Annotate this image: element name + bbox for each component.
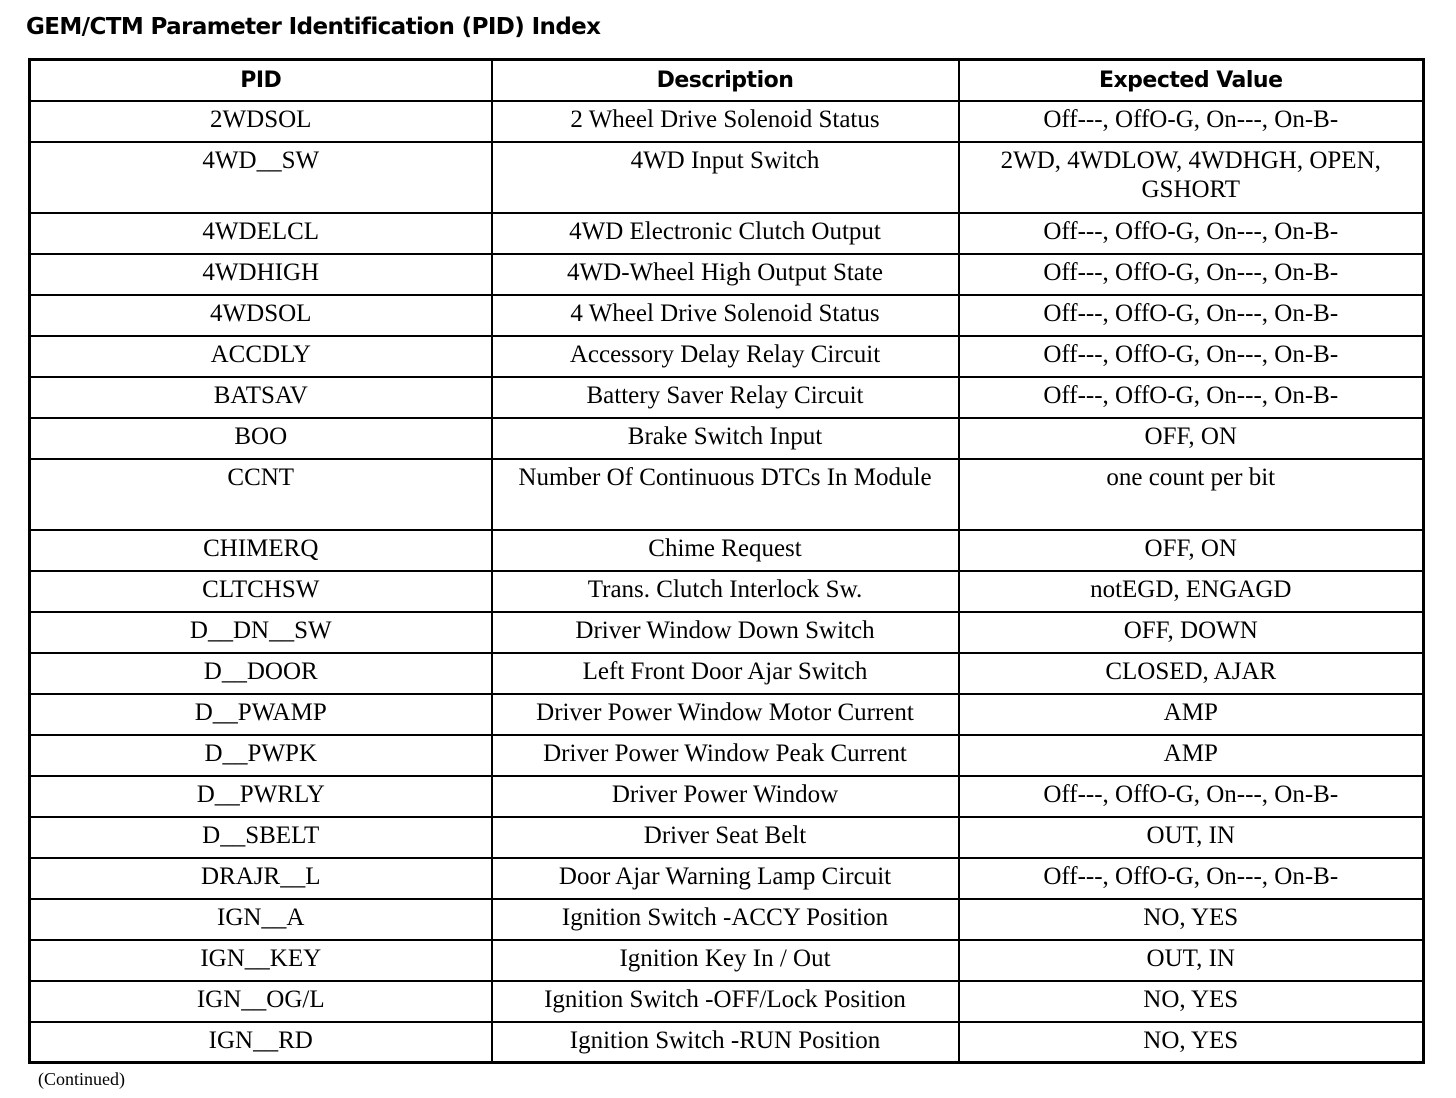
table-row [30,142,1424,213]
expected-value-cell: NO, YES [959,981,1424,1022]
expected-value-cell: Off---, OffO-G, On---, On-B- [959,336,1424,377]
pid-cell: BATSAV [30,377,492,418]
expected-value-cell: notEGD, ENGAGD [959,571,1424,612]
table-row [30,295,1424,336]
expected-value-cell: Off---, OffO-G, On---, On-B- [959,295,1424,336]
pid-cell: DRAJR__L [30,858,492,899]
table-row [30,571,1424,612]
table-row [30,377,1424,418]
description-cell: Driver Window Down Switch [492,612,959,653]
pid-cell: CCNT [30,459,492,530]
pid-cell: CLTCHSW [30,571,492,612]
expected-value-cell: NO, YES [959,1022,1424,1063]
description-cell: Driver Power Window [492,776,959,817]
table-row [30,653,1424,694]
pid-cell: BOO [30,418,492,459]
expected-value-cell: Off---, OffO-G, On---, On-B- [959,858,1424,899]
expected-value-cell: 2WD, 4WDLOW, 4WDHGH, OPEN, GSHORT [959,142,1424,213]
expected-value-cell: Off---, OffO-G, On---, On-B- [959,377,1424,418]
description-cell: Driver Seat Belt [492,817,959,858]
table-row [30,101,1424,142]
table-row [30,612,1424,653]
pid-index-table [28,58,1425,1064]
expected-value-cell: Off---, OffO-G, On---, On-B- [959,776,1424,817]
pid-cell: D__SBELT [30,817,492,858]
table-row [30,981,1424,1022]
table-row [30,530,1424,571]
pid-cell: 4WDELCL [30,213,492,254]
table-row [30,776,1424,817]
description-cell: 4WD Electronic Clutch Output [492,213,959,254]
expected-value-cell: Off---, OffO-G, On---, On-B- [959,213,1424,254]
description-cell: Accessory Delay Relay Circuit [492,336,959,377]
header-description: Description [492,60,959,101]
description-cell: Driver Power Window Peak Current [492,735,959,776]
pid-cell: 4WDHIGH [30,254,492,295]
expected-value-cell: OUT, IN [959,817,1424,858]
pid-cell: IGN__A [30,899,492,940]
expected-value-cell: AMP [959,694,1424,735]
continued-note: (Continued) [38,1069,125,1089]
pid-cell: D__PWAMP [30,694,492,735]
expected-value-cell: OFF, ON [959,418,1424,459]
expected-value-cell: OFF, DOWN [959,612,1424,653]
description-cell: Door Ajar Warning Lamp Circuit [492,858,959,899]
description-cell: Driver Power Window Motor Current [492,694,959,735]
description-cell: Ignition Key In / Out [492,940,959,981]
pid-cell: D__DOOR [30,653,492,694]
table-row [30,459,1424,530]
pid-cell: 4WDSOL [30,295,492,336]
description-cell: Chime Request [492,530,959,571]
table-row [30,254,1424,295]
table-row [30,940,1424,981]
description-cell: Battery Saver Relay Circuit [492,377,959,418]
expected-value-cell: OFF, ON [959,530,1424,571]
pid-cell: D__PWRLY [30,776,492,817]
header-pid: PID [30,60,492,101]
table-row [30,336,1424,377]
expected-value-cell: AMP [959,735,1424,776]
description-cell: Left Front Door Ajar Switch [492,653,959,694]
table-row [30,817,1424,858]
expected-value-cell: one count per bit [959,459,1424,530]
table-row [30,858,1424,899]
pid-cell: IGN__RD [30,1022,492,1063]
expected-value-cell: CLOSED, AJAR [959,653,1424,694]
page-title: GEM/CTM Parameter Identification (PID) Index [26,14,601,40]
pid-cell: IGN__OG/L [30,981,492,1022]
table-row [30,735,1424,776]
pid-cell: D__DN__SW [30,612,492,653]
table-row [30,899,1424,940]
table-row [30,418,1424,459]
description-cell: 2 Wheel Drive Solenoid Status [492,101,959,142]
description-cell: 4WD-Wheel High Output State [492,254,959,295]
table-row [30,694,1424,735]
expected-value-cell: OUT, IN [959,940,1424,981]
pid-cell: 2WDSOL [30,101,492,142]
pid-cell: D__PWPK [30,735,492,776]
table-header-row [30,60,1424,101]
description-cell: Number Of Continuous DTCs In Module [492,459,959,530]
description-cell: 4 Wheel Drive Solenoid Status [492,295,959,336]
description-cell: Ignition Switch -ACCY Position [492,899,959,940]
description-cell: Brake Switch Input [492,418,959,459]
description-cell: Ignition Switch -RUN Position [492,1022,959,1063]
expected-value-cell: NO, YES [959,899,1424,940]
table-row [30,213,1424,254]
header-expected-value: Expected Value [959,60,1424,101]
expected-value-cell: Off---, OffO-G, On---, On-B- [959,254,1424,295]
pid-cell: IGN__KEY [30,940,492,981]
description-cell: Trans. Clutch Interlock Sw. [492,571,959,612]
expected-value-cell: Off---, OffO-G, On---, On-B- [959,101,1424,142]
description-cell: 4WD Input Switch [492,142,959,213]
description-cell: Ignition Switch -OFF/Lock Position [492,981,959,1022]
pid-cell: ACCDLY [30,336,492,377]
pid-cell: 4WD__SW [30,142,492,213]
pid-cell: CHIMERQ [30,530,492,571]
table-row [30,1022,1424,1063]
